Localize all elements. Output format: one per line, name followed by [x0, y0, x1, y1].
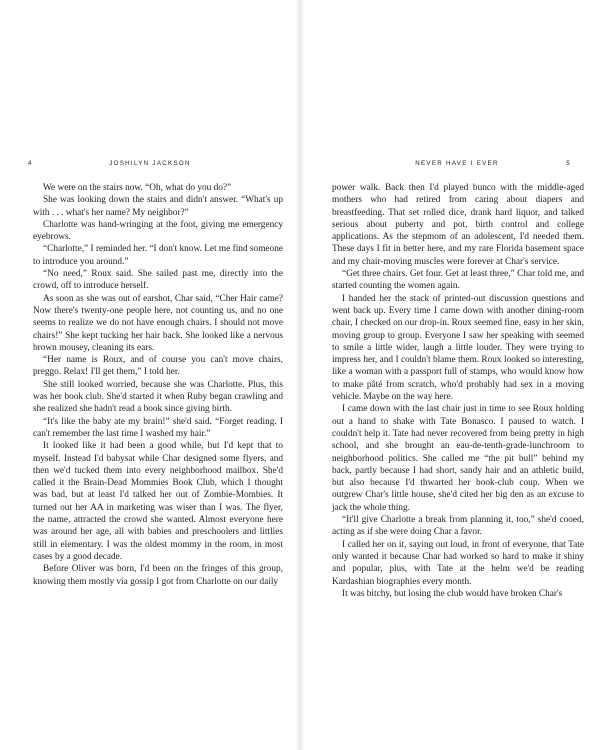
paragraph: “Get three chairs. Get four. Get at least three,” Char told me, and started counting the women again.	[332, 269, 584, 292]
paragraph: Charlotte was hand-wringing at the foot, giving me emergency eyebrows.	[33, 219, 283, 243]
paragraph-continued: power walk. Back then I'd played bunco with the middle-aged mothers who had retired from caring about diapers and breastfeeding. That set rolled dice, drank hard liquor, and talked serious about puberty and pot, birth control and college applications. As the stepmom of an adolescent, I'd needed them. These days I fit in better here, and my rare Florida basement space and my chair-moving muscles were forever at Char's service.	[332, 183, 584, 267]
paragraph: She was looking down the stairs and didn't answer. “What's up with . . . what's her name? My neighbor?”	[33, 195, 283, 218]
paragraph: I came down with the last chair just in time to see Roux holding out a hand to shake with Tate Bonasco. I paused to watch. I couldn't help it. Tate had never recovered from being pretty in high school, and she brought an eau-de-tenth-grade-lunchroom to neighborhood politics. She called me “the pit bull” behind my back, partly because I had short, sandy hair and an athletic build, but also because I'd thwarted her book-club coup. When we outgrew Char's little house, she'd cited her big den as an excuse to jack the whole thing.	[332, 404, 584, 513]
running-head-author: JOSHILYN JACKSON	[109, 160, 191, 167]
running-head-title: NEVER HAVE I EVER	[415, 160, 499, 167]
paragraph: “No need,” Roux said. She sailed past me, directly into the crowd, off to introduce herself.	[33, 269, 283, 292]
paragraph: Before Oliver was born, I'd been on the fringes of this group, knowing them mostly via gossip I got from Charlotte on our daily	[33, 564, 283, 587]
page-number-right: 5	[566, 160, 571, 167]
paragraph: I called her on it, saying out loud, in front of everyone, that Tate only wanted it because Char had worked so hard to make it shiny and popular, plus, with Tate at the helm we'd be reading Kardashian biographies every month.	[332, 539, 584, 587]
paragraph: “Her name is Roux, and of course you can't move chairs, preggo. Relax! I'll get them,” I told her.	[33, 355, 283, 378]
paragraph: It looked like it had been a good while, but I'd kept that to myself. Instead I'd babysat while Char designed some flyers, and then we'd tucked them into every neighborhood mailbox. She'd called it the Brain-Dead Mommies Book Club, which I thought was bad, but at least I'd talked her out of Zombie-Mombies. It turned out her AA in marketing was wiser than I was. The flyer, the name, attracted the crowd she wanted. Almost everyone here was around her age, all with babies and preschoolers and littlies still in elementary. I was the oldest mommy in the room, in most cases by a good decade.	[33, 441, 283, 562]
paragraph: I handed her the stack of printed-out discussion questions and went back up. Every time I came down with another dining-room chair, I checked on our drop-in. Roux seemed fine, easy in her skin, moving group to group. Everyone I saw her speaking with seemed to smile a little wider, laugh a little louder. They were trying to impress her, and I couldn't blame them. Roux looked so interesting, like a woman with a passport full of stamps, who would know how to make pâté from scratch, who'd probably had sex in a moving vehicle. Maybe on the way here.	[332, 293, 584, 403]
paragraph: We were on the stairs now. “Oh, what do you do?”	[43, 183, 232, 193]
paragraph: It was bitchy, but losing the club would have broken Char's	[342, 588, 563, 599]
page-number-left: 4	[28, 160, 33, 167]
right-page	[300, 0, 600, 750]
paragraph: “Charlotte,” I reminded her. “I don't know. Let me find someone to introduce you around.”	[33, 244, 283, 267]
paragraph: She still looked worried, because she was Charlotte. Plus, this was her book club. She'd started it when Ruby began crawling and she realized she hadn't read a book since giving birth.	[33, 379, 283, 415]
paragraph: “It's like the baby ate my brain!” she'd said. “Forget reading. I can't remember the last time I washed my hair.”	[33, 416, 283, 439]
paragraph: As soon as she was out of earshot, Char said, “Cher Hair came? Now there's twenty-one people here, not counting us, and no one seems to realize we do not have enough chairs. I should not move chairs!” She kept tucking her hair back. She looked like a nervous brown mousey, cleaning its ears.	[33, 293, 283, 353]
paragraph: “It'll give Charlotte a break from planning it, too,” she'd cooed, acting as if she were doing Char a favor.	[332, 515, 584, 538]
right-page-body	[332, 182, 584, 600]
left-page-body	[33, 182, 283, 588]
